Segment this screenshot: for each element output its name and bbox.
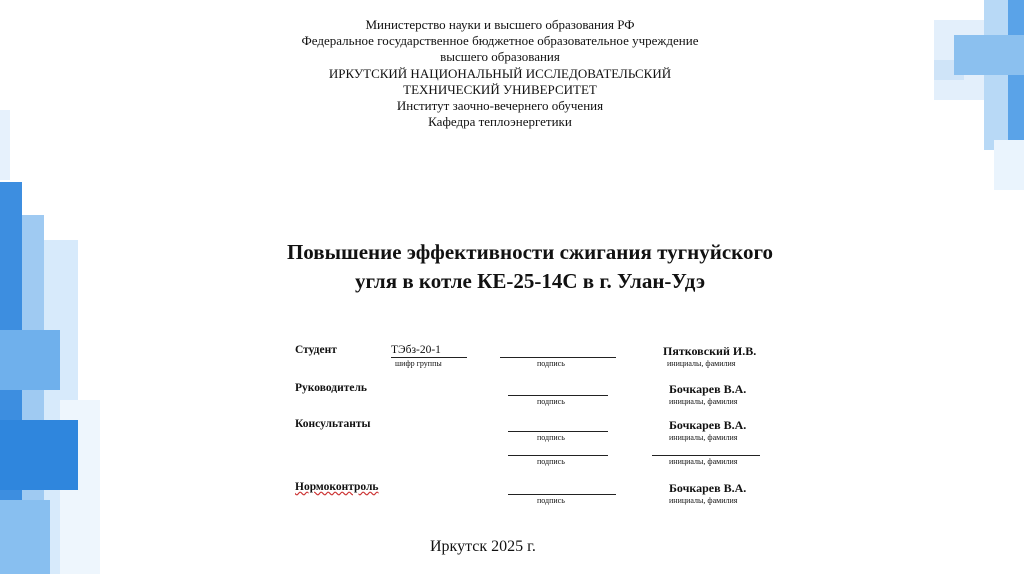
decor-block xyxy=(0,330,60,390)
name-line xyxy=(652,455,760,456)
education-level-line: высшего образования xyxy=(440,49,560,65)
thesis-title xyxy=(130,238,930,296)
decor-block xyxy=(0,420,78,490)
ministry-line: Министерство науки и высшего образования РФ xyxy=(365,17,635,32)
normcontrol-label: Нормоконтроль xyxy=(295,481,379,493)
student-row xyxy=(295,344,775,368)
name-caption: инициалы, фамилия xyxy=(669,457,738,466)
consultants-row xyxy=(295,418,775,442)
group-code: ТЭбз-20-1 xyxy=(391,344,441,356)
group-underline xyxy=(391,357,467,358)
city-year: Иркутск 2025 г. xyxy=(430,538,536,555)
decor-block xyxy=(954,35,1024,75)
signature-line xyxy=(508,494,616,495)
supervisor-name: Бочкарев В.А. xyxy=(669,382,747,396)
signature-line xyxy=(500,357,616,358)
supervisor-row xyxy=(295,382,775,406)
university-name-line-1: ИРКУТСКИЙ НАЦИОНАЛЬНЫЙ ИССЛЕДОВАТЕЛЬСКИЙ xyxy=(328,65,672,81)
institution-type-line: Федеральное государственное бюджетное образовательное учреждение xyxy=(301,33,699,49)
signature-line xyxy=(508,431,608,432)
name-caption: инициалы, фамилия xyxy=(667,359,736,368)
consultant-name: Бочкарев В.А. xyxy=(669,418,747,432)
signature-caption: подпись xyxy=(537,457,565,466)
decor-block xyxy=(994,140,1024,190)
student-name: Пятковский И.В. xyxy=(663,344,757,358)
university-name-line-2: ТЕХНИЧЕСКИЙ УНИВЕРСИТЕТ xyxy=(403,81,597,97)
normcontrol-name: Бочкарев В.А. xyxy=(669,481,747,495)
institution-header xyxy=(140,17,860,130)
decor-block xyxy=(984,0,1008,150)
signature-line xyxy=(508,395,608,396)
signature-caption: подпись xyxy=(537,397,565,406)
department-line: Кафедра теплоэнергетики xyxy=(428,114,572,130)
signature-caption: подпись xyxy=(537,359,565,368)
thesis-title-line-2: угля в котле КЕ-25-14С в г. Улан-Удэ xyxy=(354,269,706,293)
name-caption: инициалы, фамилия xyxy=(669,496,738,505)
decor-block xyxy=(0,500,50,574)
student-label: Студент xyxy=(295,344,337,356)
signature-line xyxy=(508,455,608,456)
signature-table xyxy=(295,344,775,514)
group-caption: шифр группы xyxy=(395,359,442,368)
decor-block xyxy=(0,110,10,180)
name-caption: инициалы, фамилия xyxy=(669,397,738,406)
signature-caption: подпись xyxy=(537,433,565,442)
blank-consultant-row xyxy=(295,442,775,466)
supervisor-label: Руководитель xyxy=(295,382,367,394)
institute-line: Институт заочно-вечернего обучения xyxy=(396,98,604,114)
signature-caption: подпись xyxy=(537,496,565,505)
normcontrol-row xyxy=(295,481,775,505)
thesis-title-line-1: Повышение эффективности сжигания тугнуйского xyxy=(286,240,774,264)
name-caption: инициалы, фамилия xyxy=(669,433,738,442)
consultants-label: Консультанты xyxy=(295,418,371,430)
